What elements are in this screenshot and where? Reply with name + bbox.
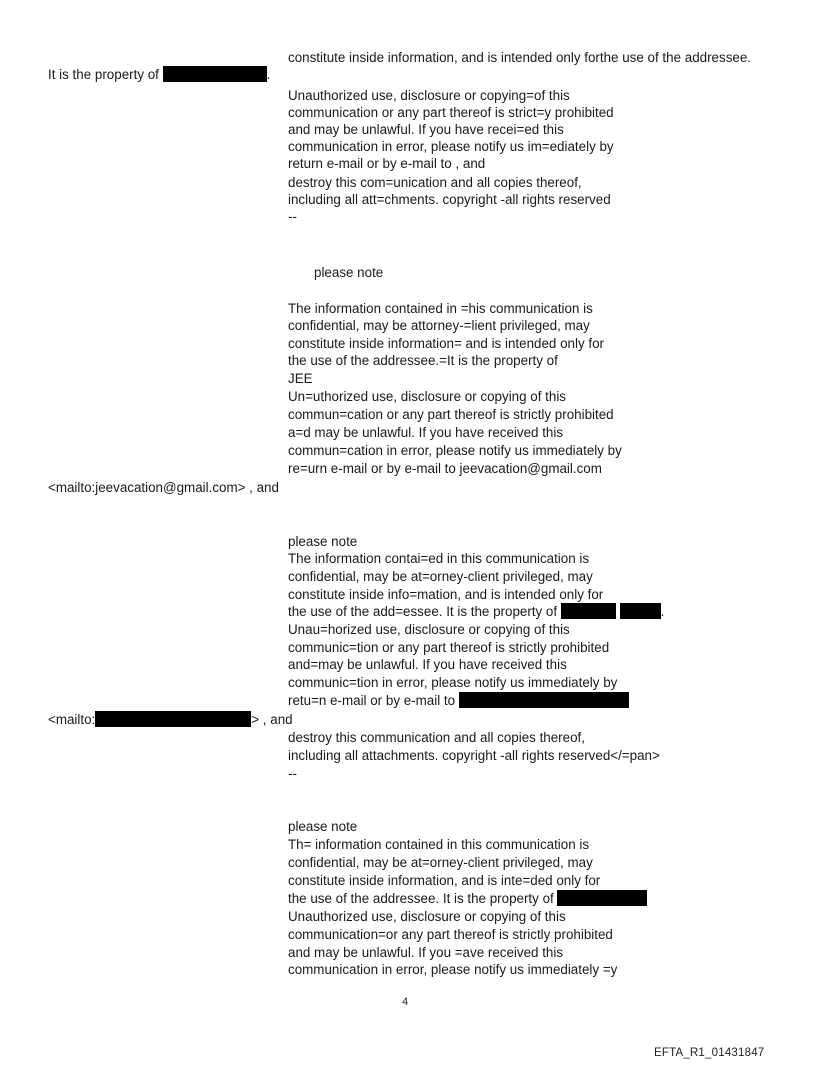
section-heading: please note [314,265,384,280]
document-id-footer: EFTA_R1_01431847 [654,1047,765,1059]
body-text-line: confidential, may be at=orney-client privileged, may [288,855,593,870]
redaction-bar [459,692,629,708]
section-heading: please note [288,819,358,834]
body-text-line: the use of the add=essee. It is the property of . [288,604,665,619]
separator-dashes: -- [288,766,297,781]
body-text-line: communication=or any part thereof is strictly prohibited [288,927,613,942]
body-text-line: including all attachments. copyright -all rights reserved</=pan> [288,748,660,763]
body-text-line: the use of the addressee. It is the property of [288,890,647,908]
body-text-line: a=d may be unlawful. If you have received this [288,425,564,440]
body-text-line: return e-mail or by e-mail to , and [288,156,486,171]
body-text-line: the use of the addressee.=It is the property of [288,353,558,368]
body-text-line: <mailto:jeevacation@gmail.com> , and [48,480,279,495]
body-text-line: Unauthorized use, disclosure or copying of this [288,909,566,924]
body-text-line: Unauthorized use, disclosure or copying=of this [288,88,570,103]
redaction-bar [557,890,647,906]
body-text-line: The information contai=ed in this communication is [288,551,590,566]
section-heading: please note [288,534,358,549]
redaction-bar [95,711,251,727]
redaction-bar [561,603,616,619]
body-text-line: commun=cation or any part thereof is strictly prohibited [288,407,614,422]
body-text-line: constitute inside information= and is intended only for [288,336,604,351]
body-text-line: Unau=horized use, disclosure or copying of this [288,622,570,637]
separator-dashes: -- [288,209,297,224]
body-text-line: communication or any part thereof is strict=y prohibited [288,105,614,120]
body-text-line: destroy this com=unication and all copies thereof, [288,175,582,190]
body-text-line: constitute inside information, and is inte=ded only for [288,873,601,888]
body-text-line: and may be unlawful. If you =ave received this [288,945,564,960]
body-text-line: It is the property of . [48,67,271,82]
body-text-line: <mailto: > , and [48,712,293,727]
body-text-line: retu=n e-mail or by e-mail to [288,692,629,710]
body-text-line: communication in error, please notify us immediately =y [288,962,618,977]
body-text-line: and may be unlawful. If you have recei=ed this [288,122,564,137]
body-text-line: communication in error, please notify us im=ediately by [288,139,614,154]
body-text-line: commun=cation in error, please notify us immediately by [288,443,622,458]
body-text-line: destroy this communication and all copies thereof, [288,730,585,745]
body-text-line: including all att=chments. copyright -all rights reserved [288,192,611,207]
redaction-bar [163,66,267,82]
body-text-line: re=urn e-mail or by e-mail to jeevacation@gmail.com [288,461,602,476]
body-text-line: confidential, may be attorney-=lient privileged, may [288,318,590,333]
body-text-line: Un=uthorized use, disclosure or copying of this [288,389,567,404]
body-text-line: constitute inside info=mation, and is intended only for [288,587,604,602]
body-text-line: Th= information contained in this communication is [288,837,590,852]
body-text-line: communic=tion in error, please notify us immediately by [288,675,618,690]
body-text-line: JEE [288,371,313,386]
body-text-line: The information contained in =his communication is [288,301,593,316]
redaction-bar [620,603,661,619]
page-number: 4 [402,996,409,1008]
body-text-line: constitute inside information, and is intended only forthe use of the addressee. [288,50,752,65]
body-text-line: and=may be unlawful. If you have received this [288,657,567,672]
body-text-line: confidential, may be at=orney-client privileged, may [288,569,593,584]
body-text-line: communic=tion or any part thereof is strictly prohibited [288,640,610,655]
